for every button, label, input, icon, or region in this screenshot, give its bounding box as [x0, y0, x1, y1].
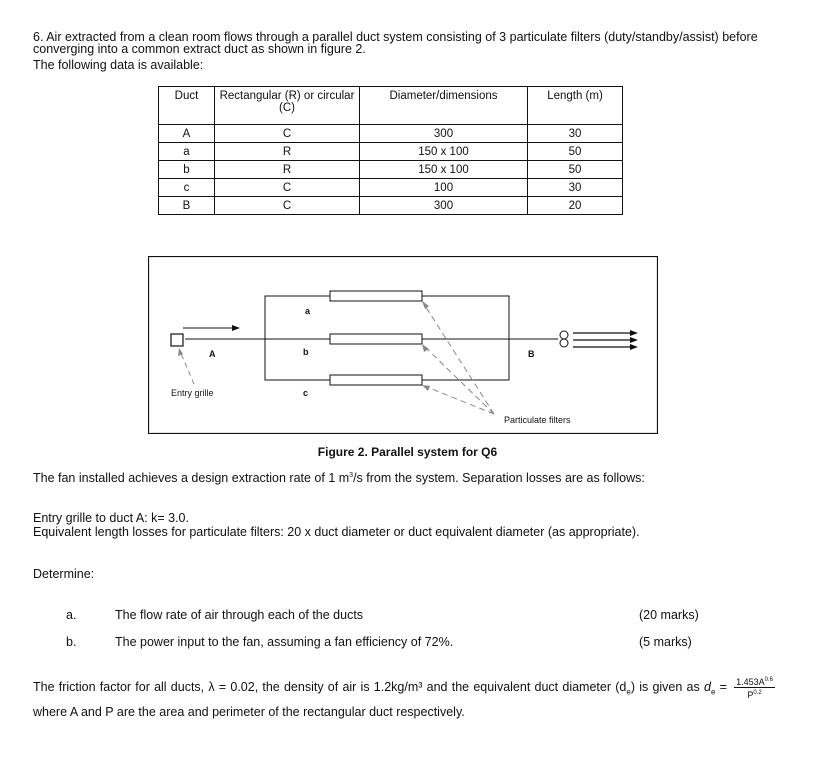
item-marks: (20 marks) — [639, 608, 699, 622]
table-cell: 50 — [528, 143, 623, 161]
figure-caption: Figure 2. Parallel system for Q6 — [317, 445, 498, 459]
table-cell: A — [159, 125, 215, 143]
formula-numerator — [734, 675, 775, 688]
determine-text: Determine: — [33, 567, 95, 581]
item-text: The power input to the fan, assuming a fan efficiency of 72%. — [115, 635, 454, 649]
filter-leader-line — [422, 385, 494, 414]
table-cell: 300 — [360, 197, 528, 215]
formula-denominator — [734, 688, 775, 700]
label-entry-grille: Entry grille — [171, 388, 214, 398]
friction-text-subscript: e — [626, 687, 631, 697]
table-cell: c — [159, 179, 215, 197]
equivalent-diameter-formula — [734, 675, 775, 700]
label-duct-b: b — [303, 347, 309, 357]
formula-denominator-text: P — [747, 690, 754, 700]
table-cell: 100 — [360, 179, 528, 197]
table-row — [159, 125, 623, 143]
formula-numerator-text: 1.453A — [736, 677, 765, 687]
exhaust-arrowhead — [630, 337, 638, 343]
question-intro-data: The following data is available: — [33, 58, 204, 72]
friction-text: ) is given as — [630, 679, 700, 694]
formula-equals: = — [715, 679, 732, 694]
table-cell: a — [159, 143, 215, 161]
item-marks: (5 marks) — [639, 635, 692, 649]
formula-numerator-exponent: 0.6 — [764, 677, 774, 683]
table-cell: 150 x 100 — [360, 161, 528, 179]
table-cell: C — [215, 179, 360, 197]
entry-grille-box — [171, 334, 183, 346]
filter-c — [330, 375, 422, 385]
table-cell: R — [215, 143, 360, 161]
duct-a-branch — [265, 296, 509, 339]
table-header: Rectangular (R) or circular (C) — [215, 87, 360, 125]
fan-text: /s from the system. Separation losses are as follows: — [353, 471, 645, 486]
item-label: a. — [66, 608, 77, 622]
table-cell: 300 — [360, 125, 528, 143]
table-row — [159, 161, 623, 179]
formula-de-subscript: e — [710, 687, 716, 697]
leader-arrowhead — [422, 385, 430, 391]
exhaust-arrowhead — [630, 344, 638, 350]
item-label: b. — [66, 635, 77, 649]
table-header: Length (m) — [528, 87, 623, 125]
label-duct-B: B — [528, 349, 535, 359]
friction-text: The friction factor for all ducts, λ = 0.02, the density of air is 1.2kg/m³ and the equivalent duct diameter (d — [33, 679, 627, 694]
table-cell: 150 x 100 — [360, 143, 528, 161]
fan-icon — [560, 339, 568, 347]
table-cell: 30 — [528, 125, 623, 143]
filter-b — [330, 334, 422, 344]
table-cell: 30 — [528, 179, 623, 197]
fan-statement — [33, 470, 785, 484]
parallel-duct-diagram — [148, 256, 658, 434]
table-cell: 20 — [528, 197, 623, 215]
equivalent-loss-text: Equivalent length losses for particulate filters: 20 x duct diameter or duct equivalent diameter (as appropriate). — [33, 525, 640, 539]
question-intro: 6. Air extracted from a clean room flows through a parallel duct system consisting of 3 particulate filters (duty/standby/assist) before converging into a common extract duct as shown in figure 2. — [33, 30, 758, 56]
label-particulate-filters: Particulate filters — [504, 415, 571, 425]
table-cell: C — [215, 197, 360, 215]
table-header: Diameter/dimensions — [360, 87, 528, 125]
leader-arrowhead — [422, 344, 429, 352]
table-row — [159, 179, 623, 197]
table-row — [159, 143, 623, 161]
exhaust-arrowhead — [630, 330, 638, 336]
table-cell: 50 — [528, 161, 623, 179]
fan-text-superscript: 3 — [349, 472, 354, 479]
table-row — [159, 197, 623, 215]
table-cell: B — [159, 197, 215, 215]
friction-text: where A and P are the area and perimeter of the rectangular duct respectively. — [33, 705, 465, 720]
table-header: Duct — [159, 87, 215, 125]
formula-de: d — [703, 679, 711, 694]
fan-text: The fan installed achieves a design extraction rate of 1 m — [33, 471, 350, 486]
entry-loss-text: Entry grille to duct A: k= 3.0. — [33, 511, 189, 525]
table-header-row — [159, 87, 623, 125]
figure-frame — [149, 257, 658, 434]
table-cell: R — [215, 161, 360, 179]
duct-data-table — [158, 86, 623, 215]
table-cell: b — [159, 161, 215, 179]
label-duct-A: A — [209, 349, 216, 359]
table-cell: C — [215, 125, 360, 143]
inlet-arrowhead — [232, 325, 240, 331]
item-text: The flow rate of air through each of the ducts — [115, 608, 364, 622]
leader-arrowhead — [422, 301, 429, 309]
label-duct-c: c — [303, 388, 309, 398]
friction-factor-paragraph — [33, 675, 778, 723]
filter-leader-line — [422, 344, 494, 414]
filter-leader-line — [422, 301, 494, 414]
filter-a — [330, 291, 422, 301]
fan-icon — [560, 331, 568, 339]
duct-c-branch — [265, 339, 509, 380]
formula-denominator-exponent: 0.2 — [753, 690, 762, 696]
label-duct-a: a — [305, 306, 311, 316]
